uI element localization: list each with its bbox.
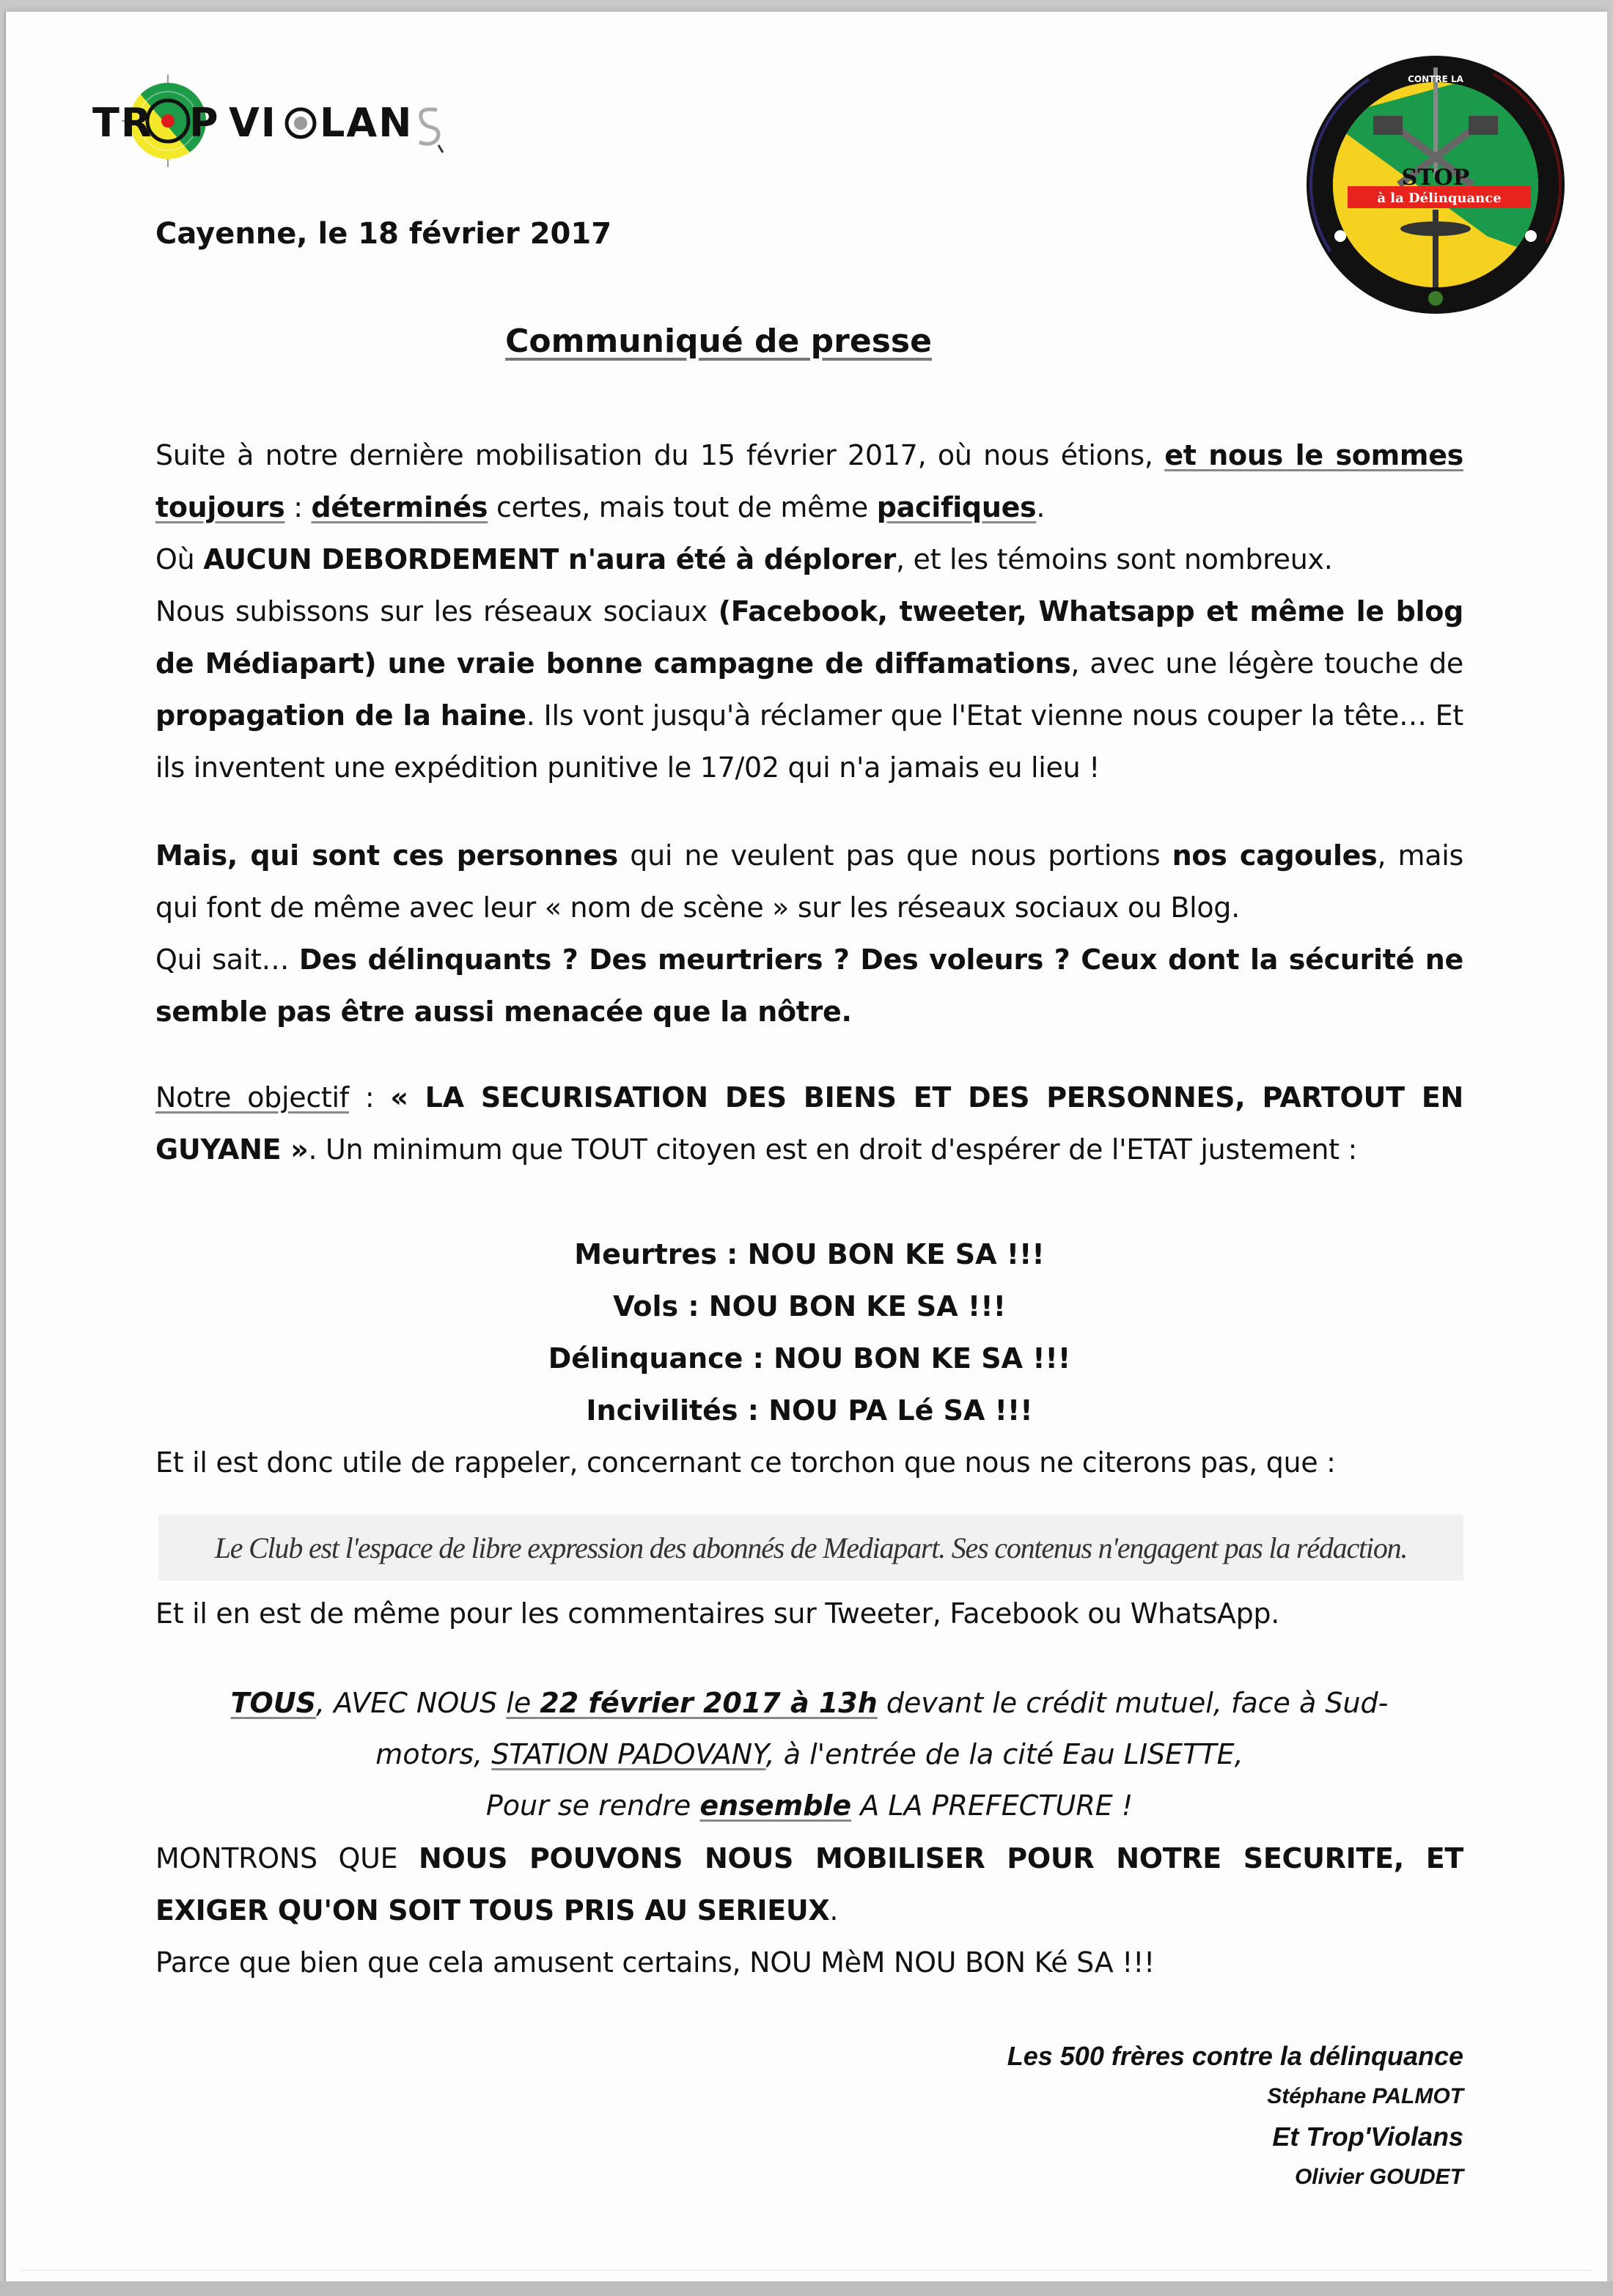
text-run: :: [348, 1081, 391, 1114]
text-run: propagation de la haine: [155, 699, 526, 732]
logo-o-target-icon: [284, 107, 317, 139]
paragraph-objective: [155, 1072, 1463, 1176]
slogan-line: Vols : NOU BON KE SA !!!: [613, 1290, 1006, 1322]
text-run: .: [1036, 491, 1046, 523]
text-run: Notre objectif: [155, 1081, 349, 1114]
rally-line: [155, 1677, 1463, 1729]
text-run: Mais, qui sont ces personnes: [155, 839, 618, 872]
text-run: Suite à notre dernière mobilisation du 15 février 2017, où nous étions,: [155, 439, 1165, 471]
text-run: Qui sait…: [155, 943, 299, 976]
paragraph-social: Et il en est de même pour les commentaires sur Tweeter, Facebook ou WhatsApp.: [155, 1597, 1280, 1630]
text-run: déterminés: [311, 491, 488, 523]
mediapart-disclaimer-quote: Le Club est l'espace de libre expression des abonnés de Mediapart. Ses contenus n'engagent pas la rédaction.: [158, 1515, 1463, 1581]
text-run: , AVEC NOUS: [316, 1687, 507, 1719]
text-run: devant le crédit mutuel, face à Sud-: [877, 1687, 1389, 1719]
text-run: Où: [155, 543, 204, 575]
signature-block: [1007, 2035, 1463, 2196]
emblem-top-text: CONTRE LA: [1408, 74, 1463, 84]
logo-text-p: P: [189, 100, 220, 146]
paragraph-3: [155, 586, 1463, 794]
text-run: . Ils vont jusqu'à réclamer que l'Etat vienne nous couper la tête… Et ils inventent une expédition punitive le 17/02 qui n'a jamais eu lieu !: [155, 699, 1463, 784]
text-run: :: [284, 491, 312, 523]
document-date: Cayenne, le 18 février 2017: [155, 217, 612, 251]
text-run: le: [506, 1687, 540, 1719]
text-run: , et les témoins sont nombreux.: [895, 543, 1333, 575]
text-run: motors,: [375, 1738, 492, 1770]
bottom-shadow-bar: [0, 2281, 1613, 2296]
slogan-line: Meurtres : NOU BON KE SA !!!: [574, 1238, 1045, 1270]
page-edge-line: [21, 2270, 1592, 2271]
text-run: STATION PADOVANY: [491, 1738, 766, 1770]
paragraph-4: [155, 830, 1463, 934]
rally-line: [155, 1729, 1463, 1780]
text-run: certes, mais tout de même: [488, 491, 877, 523]
paragraph-2: [155, 534, 1463, 586]
text-run: pacifiques: [876, 491, 1037, 523]
text-run: MONTRONS QUE: [155, 1842, 419, 1874]
signature-org-1: Les 500 frères contre la délinquance: [1007, 2041, 1463, 2071]
paragraph-1: [155, 430, 1463, 534]
text-run: , à l'entrée de la cité Eau LISETTE,: [765, 1738, 1243, 1770]
rally-announcement: [155, 1677, 1463, 1831]
signature-name-2: Olivier GOUDET: [1294, 2165, 1463, 2189]
stop-delinquance-emblem-icon: [1304, 53, 1568, 317]
text-run: nos cagoules: [1172, 839, 1378, 872]
emblem-banner-text: à la Délinquance: [1377, 191, 1502, 206]
logo-text-lan: LAN: [320, 100, 414, 146]
text-run: , mais qui font de même avec leur « nom de scène » sur les réseaux sociaux ou Blog.: [155, 839, 1463, 924]
paragraph-5: [155, 934, 1463, 1038]
text-run: TOUS: [230, 1687, 317, 1719]
emblem-stop-text: STOP: [1401, 165, 1470, 191]
text-run: Des délinquants ? Des meurtriers ? Des voleurs ? Ceux dont la sécurité ne semble pas être aussi menacée que la nôtre.: [155, 943, 1463, 1028]
trop-violans-logo: [92, 66, 444, 176]
logo-s-fingerprint-icon: [415, 104, 444, 155]
text-run: Pour se rendre: [485, 1789, 700, 1822]
signature-name-1: Stéphane PALMOT: [1267, 2084, 1463, 2108]
signature-org-2: Et Trop'Violans: [1272, 2122, 1463, 2152]
text-run: et nous le sommes toujours: [155, 439, 1463, 523]
text-run: AUCUN DEBORDEMENT n'aura été à déplorer: [203, 543, 896, 575]
text-run: A LA PREFECTURE !: [851, 1789, 1133, 1822]
text-run: NOUS POUVONS NOUS MOBILISER POUR NOTRE SECURITE, ET EXIGER QU'ON SOIT TOUS PRIS AU SERIEUX: [155, 1842, 1463, 1927]
paragraph-reminder: Et il est donc utile de rappeler, concernant ce torchon que nous ne citerons pas, que :: [155, 1446, 1336, 1479]
text-run: . Un minimum que TOUT citoyen est en droit d'espérer de l'ETAT justement :: [308, 1133, 1358, 1166]
document-title: [0, 323, 1437, 360]
rally-line: [155, 1780, 1463, 1831]
paragraph-closing: Parce que bien que cela amusent certains, NOU MèM NOU BON Ké SA !!!: [155, 1946, 1155, 1979]
paragraph-call-to-action: [155, 1833, 1463, 1937]
text-run: .: [829, 1894, 839, 1927]
text-run: , avec une légère touche de: [1070, 647, 1463, 680]
text-run: 22 février 2017 à 13h: [540, 1687, 878, 1719]
slogan-line: Délinquance : NOU BON KE SA !!!: [548, 1342, 1071, 1375]
logo-text-tr: TR: [92, 100, 153, 146]
text-run: Nous subissons sur les réseaux sociaux: [155, 595, 719, 628]
text-run: ensemble: [699, 1789, 852, 1822]
text-run: (Facebook, tweeter, Whatsapp et même le blog de Médiapart) une vraie bonne campagne de diffamations: [155, 595, 1463, 680]
slogan-list: [155, 1229, 1463, 1437]
text-run: « LA SECURISATION DES BIENS ET DES PERSONNES, PARTOUT EN GUYANE »: [155, 1081, 1464, 1166]
slogan-line: Incivilités : NOU PA Lé SA !!!: [586, 1394, 1033, 1427]
title-text: Communiqué de presse: [505, 323, 932, 360]
logo-text-vi: VI: [229, 100, 277, 146]
text-run: qui ne veulent pas que nous portions: [618, 839, 1172, 872]
